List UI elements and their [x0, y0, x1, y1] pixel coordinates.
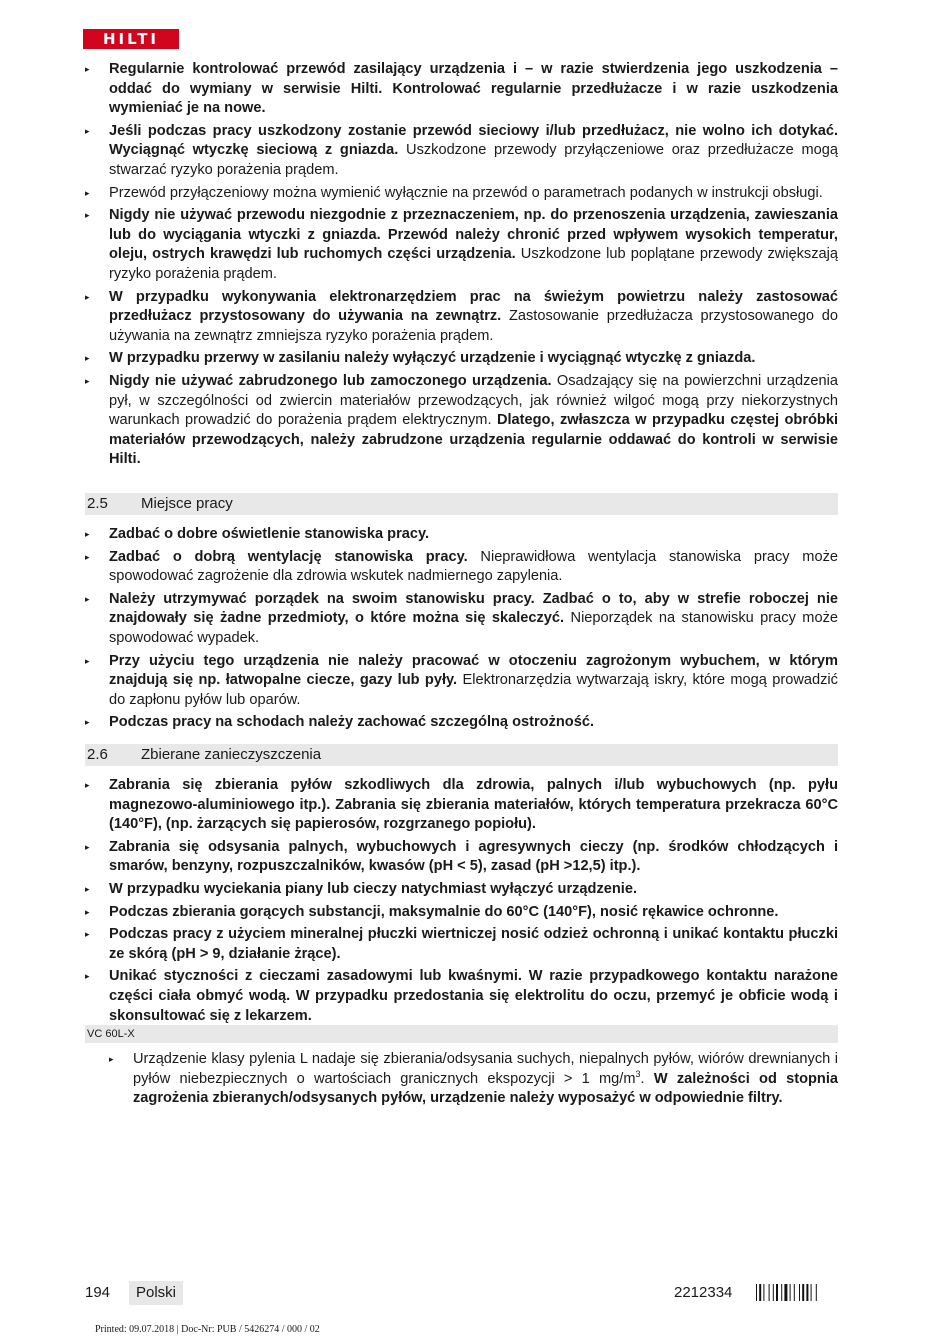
bullet-arrow-icon: ▸: [85, 780, 90, 790]
barcode-bar: [763, 1284, 764, 1301]
bullet-arrow-icon: ▸: [85, 125, 90, 136]
barcode-bar: [802, 1284, 804, 1301]
list-item: ▸ Urządzenie klasy pylenia L nadaje się zbierania/odsysania suchych, niepalnych pyłów, wiórów drewnianych i pyłów niebezpiecznych o wartościach granicznych ekspozycji > 1 $mg/m^3$. W zależności od stopnia zagrożenia zbieranych/odsysanych pyłów, urządzenie należy wyposażyć w odpowiednie filtry.: [109, 1051, 838, 1107]
bullet-arrow-icon: ▸: [85, 551, 90, 562]
top-safety-list: [85, 60, 838, 473]
section-2-5-list: [85, 525, 838, 736]
language-label: Polski: [129, 1281, 183, 1305]
page-number: 194: [85, 1284, 111, 1301]
section-number: 2.5: [87, 495, 108, 512]
list-item: ▸ W przypadku przerwy w zasilaniu należy wyłączyć urządzenie i wyciągnąć wtyczkę z gniazda.: [85, 349, 838, 369]
barcode-bar: [816, 1284, 817, 1301]
list-item: ▸ W przypadku wyciekania piany lub cieczy natychmiast wyłączyć urządzenie.: [85, 880, 838, 900]
section-heading-2-6: [85, 744, 838, 766]
barcode-bar: [776, 1284, 778, 1301]
barcode-bar: [799, 1284, 800, 1301]
list-item: ▸ Jeśli podczas pracy uszkodzony zostanie przewód sieciowy i/lub przedłużacz, nie wolno ich dotykać. Wyciągnąć wtyczkę sieciową z gniazda. Uszkodzone przewody przyłączeniowe oraz przedłużacze mogą stwarzać ryzyko porażenia prądem.: [85, 122, 838, 178]
section-heading-2-5: [85, 493, 838, 515]
bullet-arrow-icon: ▸: [85, 529, 90, 539]
bullet-arrow-icon: ▸: [85, 929, 90, 940]
barcode-bar: [806, 1284, 808, 1301]
list-item: ▸ Zadbać o dobrą wentylację stanowiska pracy. Nieprawidłowa wentylacja stanowiska pracy może spowodować zagrożenie dla zdrowia wskutek nadmiernego zapylenia.: [85, 548, 838, 585]
barcode-bar: [756, 1284, 757, 1301]
barcode-bar: [781, 1284, 782, 1301]
list-item: ▸ Zabrania się zbierania pyłów szkodliwych dla zdrowia, palnych i/lub wybuchowych (np. pyłu magnezowo-aluminiowego itp.). Zabrania się zbierania materiałów, których temperatura przekracza 60°C (140°F), (np. żarzących się papierosów, rozgrzanego popiołu).: [85, 777, 838, 833]
barcode-icon: [756, 1284, 838, 1301]
list-item: ▸ Regularnie kontrolować przewód zasilający urządzenia i – w razie stwierdzenia jego uszkodzenia – oddać do wymiany w serwisie Hilti. Kontrolować regularnie przedłużacze i w razie uszkodzenia wymieniać je na nowe.: [85, 61, 838, 117]
bullet-arrow-icon: ▸: [85, 655, 90, 666]
bullet-arrow-icon: ▸: [85, 375, 90, 386]
list-item: ▸ Zadbać o dobre oświetlenie stanowiska pracy.: [85, 525, 838, 545]
bullet-arrow-icon: ▸: [85, 187, 90, 198]
list-item: ▸ Podczas pracy z użyciem mineralnej płuczki wiertniczej nosić odzież ochronną i unikać kontaktu płuczki ze skórą (pH > 9, działanie żrące).: [85, 926, 838, 962]
list-item: ▸ Nigdy nie używać przewodu niezgodnie z przeznaczeniem, np. do przenoszenia urządzenia, zawieszania lub do wyciągania wtyczki z gniazda. Przewód należy chronić przed wpływem wysokich temperatur, oleju, ostrych krawędzi lub ruchomych części urządzenia. Uszkodzone lub poplątane przewody zwiększają ryzyko porażenia prądem.: [85, 207, 838, 282]
bullet-arrow-icon: ▸: [85, 210, 90, 221]
bullet-arrow-icon: ▸: [85, 717, 90, 728]
list-item: ▸ Unikać styczności z cieczami zasadowymi lub kwaśnymi. W razie przypadkowego kontaktu narażone części ciała obmyć wodą. W przypadku przedostania się elektrolitu do oczu, przemyć je obficie wodą i skonsultować się z lekarzem.: [85, 968, 838, 1024]
barcode-bar: [794, 1284, 795, 1301]
barcode-bar: [784, 1284, 787, 1301]
print-info: Printed: 09.07.2018 | Doc-Nr: PUB / 5426274 / 000 / 02: [95, 1324, 320, 1335]
bullet-arrow-icon: ▸: [85, 971, 90, 982]
barcode-bar: [769, 1284, 770, 1301]
bullet-arrow-icon: ▸: [85, 883, 90, 894]
bullet-arrow-icon: ▸: [85, 353, 90, 364]
bullet-arrow-icon: ▸: [85, 64, 90, 74]
bullet-arrow-icon: ▸: [85, 291, 90, 302]
list-item: ▸ Podczas zbierania gorących substancji, maksymalnie do 60°C (140°F), nosić rękawice ochronne.: [85, 903, 838, 923]
list-item: ▸ Należy utrzymywać porządek na swoim stanowisku pracy. Zadbać o to, aby w strefie roboczej nie znajdowały się żadne przedmioty, o które można się skaleczyć. Nieporządek na stanowisku pracy może spowodować wypadek.: [85, 590, 838, 646]
list-item: ▸ W przypadku wykonywania elektronarzędziem prac na świeżym powietrzu należy zastosować przedłużacz przystosowany do używania na zewnątrz. Zastosowanie przedłużacza przystosowanego do używania na zewnątrz zmniejsza ryzyko porażenia prądem.: [85, 288, 838, 344]
section-title: Zbierane zanieczyszczenia: [141, 746, 322, 763]
list-item: ▸ Podczas pracy na schodach należy zachować szczególną ostrożność.: [85, 713, 838, 733]
document-number: 2212334: [674, 1284, 733, 1301]
barcode-bar: [773, 1284, 774, 1301]
section-title: Miejsce pracy: [141, 495, 233, 512]
bullet-arrow-icon: ▸: [109, 1054, 114, 1064]
barcode-bar: [759, 1284, 761, 1301]
bullet-arrow-icon: ▸: [85, 841, 90, 852]
barcode-bar: [811, 1284, 812, 1301]
hilti-logo: HILTI: [83, 29, 179, 49]
list-item: ▸ Zabrania się odsysania palnych, wybuchowych i agresywnych cieczy (np. środków chłodzących i smarów, benzyny, rozpuszczalników, kwasów (pH < 5), zasad (pH >12,5) itp.).: [85, 838, 838, 875]
list-item: ▸ Nigdy nie używać zabrudzonego lub zamoczonego urządzenia. Osadzający się na powierzchni urządzenia pył, w szczególności od zwiercin materiałów przewodzących, jak również wilgoć mogą przy niekorzystnych warunkach prowadzić do porażenia prądem elektrycznym. Dlatego, zwłaszcza w przypadku częstej obróbki materiałów przewodzących, należy zabrudzone urządzenia regularnie oddawać do kontroli w serwisie Hilti.: [85, 372, 838, 468]
bullet-arrow-icon: ▸: [85, 593, 90, 604]
list-item: ▸ Przewód przyłączeniowy można wymienić wyłącznie na przewód o parametrach podanych w instrukcji obsługi.: [85, 184, 838, 204]
section-number: 2.6: [87, 746, 108, 763]
model-bar: [85, 1025, 838, 1043]
barcode-bar: [790, 1284, 791, 1301]
model-label: VC 60L-X: [87, 1028, 135, 1040]
section-2-6-list: [85, 776, 838, 1029]
list-item: ▸ Przy użyciu tego urządzenia nie należy pracować w otoczeniu zagrożonym wybuchem, w którym znajdują się np. łatwopalne ciecze, gazy lub pyły. Elektronarzędzia wytwarzają iskry, które mogą prowadzić do zapłonu pyłów lub oparów.: [85, 652, 838, 708]
model-note-list: [109, 1050, 838, 1112]
bullet-arrow-icon: ▸: [85, 906, 90, 917]
